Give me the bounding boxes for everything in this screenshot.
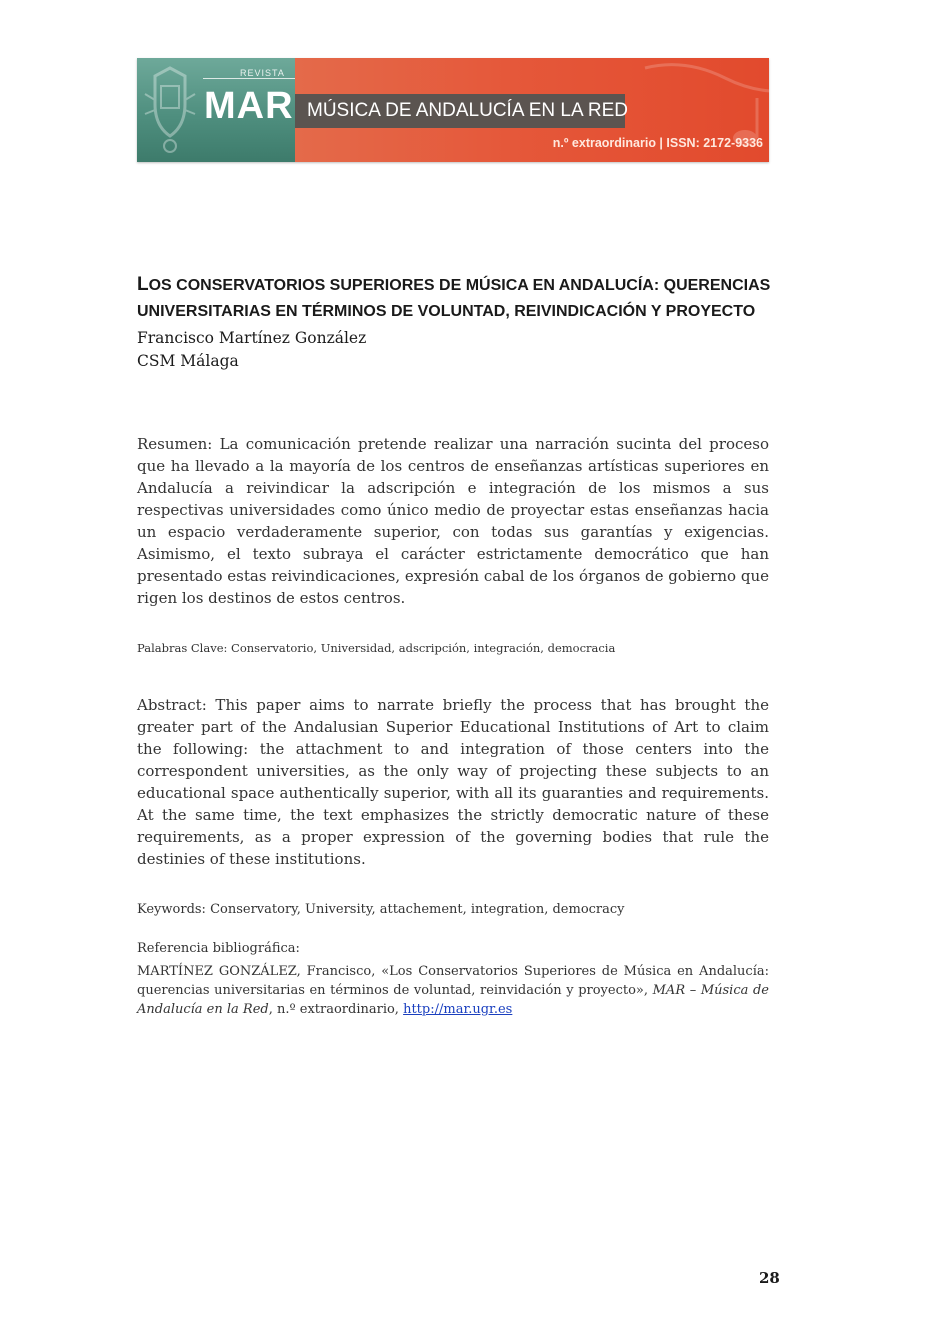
banner-green-panel (137, 58, 295, 162)
reference-issue: , n.º extraordinario, (268, 1002, 404, 1017)
keywords: Keywords: Conservatory, University, attachement, integration, democracy (137, 902, 625, 917)
page-number: 28 (759, 1269, 780, 1287)
title-initial: L (137, 274, 149, 295)
reference-journal: MAR – Música de Andalucía en la Red (137, 983, 769, 1017)
reference-authors-title: MARTÍNEZ GONZÁLEZ, Francisco, «Los Conservatorios Superiores de Música en Andalucía: querencias universitarias en términos de voluntad, reinvidación y proyecto», (137, 964, 769, 998)
journal-banner (137, 58, 769, 162)
resumen-paragraph: Resumen: La comunicación pretende realizar una narración sucinta del proceso que ha llevado a la mayoría de los centros de enseñanzas artísticas superiores en Andalucía a reivindicar la adscripción e integración de los mismos a sus respectivas universidades como único medio de proyectar estas enseñanzas hacia un espacio verdaderamente superior, con todas sus garantías y exigencias. Asimismo, el texto subraya el carácter estrictamente democrático que han presentado estas reivindicaciones, expresión cabal de los órganos de gobierno que rigen los destinos de estos centros. (137, 435, 769, 607)
reference-link[interactable]: http://mar.ugr.es (403, 1002, 513, 1017)
banner-divider (203, 78, 295, 79)
title-text: OS CONSERVATORIOS SUPERIORES DE MÚSICA EN ANDALUCÍA: QUERENCIAS UNIVERSITARIAS EN TÉRMINOS DE VOLUNTAD, REIVINDICACIÓN Y PROYECTO (137, 277, 771, 320)
author-affiliation: CSM Málaga (137, 352, 239, 370)
palabras-clave: Palabras Clave: Conservatorio, Universidad, adscripción, integración, democracia (137, 641, 616, 655)
reference-citation (137, 962, 769, 1019)
abstract-paragraph: Abstract: This paper aims to narrate briefly the process that has brought the greater part of the Andalusian Superior Educational Institutions of Art to claim the following: the attachment to and integration of those centers into the correspondent universities, as the only way of projecting these subjects to an educational space authentically superior, with all its guaranties and requirements. At the same time, the text emphasizes the strictly democratic nature of these requirements, as a proper expression of the governing bodies that rule the destinies of these institutions. (137, 696, 769, 868)
journal-subtitle: MÚSICA DE ANDALUCÍA EN LA RED (307, 100, 628, 121)
issn-label: n.º extraordinario | ISSN: 2172-9336 (552, 136, 763, 150)
reference-label: Referencia bibliográfica: (137, 941, 300, 956)
journal-logo-mar: MAR (204, 85, 294, 127)
crest-icon (139, 64, 201, 158)
revista-label: REVISTA (240, 68, 285, 78)
author-name: Francisco Martínez González (137, 329, 367, 347)
article-title (137, 272, 777, 325)
